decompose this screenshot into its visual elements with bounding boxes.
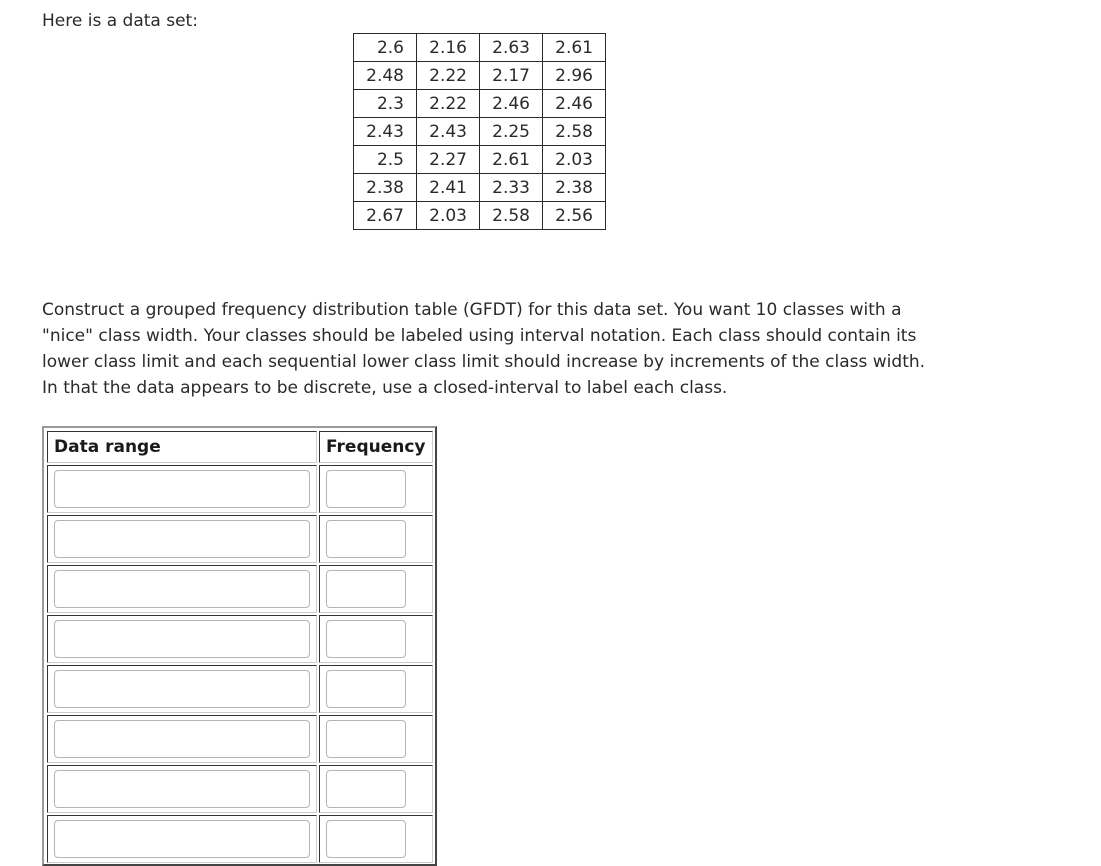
data-set-cell: 2.48: [354, 62, 417, 90]
data-range-cell: [47, 815, 317, 863]
data-set-cell: 2.33: [480, 174, 543, 202]
data-set-cell: 2.46: [480, 90, 543, 118]
frequency-input[interactable]: [326, 820, 406, 858]
frequency-cell: [319, 815, 433, 863]
data-set-row: [354, 90, 606, 118]
data-set-cell: 2.96: [543, 62, 606, 90]
data-set-cell: 2.6: [354, 34, 417, 62]
frequency-cell: [319, 665, 433, 713]
data-range-cell: [47, 565, 317, 613]
data-set-cell: 2.38: [354, 174, 417, 202]
data-range-input[interactable]: [54, 620, 310, 658]
data-set-cell: 2.38: [543, 174, 606, 202]
frequency-input[interactable]: [326, 620, 406, 658]
frequency-input[interactable]: [326, 720, 406, 758]
data-set-cell: 2.5: [354, 146, 417, 174]
data-range-cell: [47, 515, 317, 563]
gfdt-row: [47, 565, 433, 613]
frequency-cell: [319, 765, 433, 813]
frequency-cell: [319, 465, 433, 513]
data-set-cell: 2.27: [417, 146, 480, 174]
data-set-cell: 2.03: [543, 146, 606, 174]
data-range-input[interactable]: [54, 520, 310, 558]
data-set-cell: 2.58: [480, 202, 543, 230]
data-set-cell: 2.3: [354, 90, 417, 118]
frequency-input[interactable]: [326, 470, 406, 508]
data-set-cell: 2.16: [417, 34, 480, 62]
frequency-cell: [319, 615, 433, 663]
data-set-cell: 2.17: [480, 62, 543, 90]
data-range-input[interactable]: [54, 720, 310, 758]
instructions-text: Construct a grouped frequency distribution table (GFDT) for this data set. You want 10 classes with a "nice" class width. Your classes should be labeled using interval notation. Each class should contain its lower class limit and each sequential lower class limit should increase by increments of the class width. In that the data appears to be discrete, use a closed-interval to label each class.: [42, 300, 926, 398]
data-set-row: [354, 118, 606, 146]
data-range-cell: [47, 715, 317, 763]
gfdt-row: [47, 615, 433, 663]
data-set-cell: 2.56: [543, 202, 606, 230]
frequency-cell: [319, 515, 433, 563]
frequency-input[interactable]: [326, 770, 406, 808]
frequency-input[interactable]: [326, 670, 406, 708]
data-range-cell: [47, 665, 317, 713]
frequency-input[interactable]: [326, 570, 406, 608]
data-set-cell: 2.43: [354, 118, 417, 146]
data-set-cell: 2.63: [480, 34, 543, 62]
data-set-cell: 2.46: [543, 90, 606, 118]
data-set-row: [354, 34, 606, 62]
gfdt-row: [47, 715, 433, 763]
data-set-cell: 2.22: [417, 90, 480, 118]
data-set-row: [354, 146, 606, 174]
data-set-cell: 2.43: [417, 118, 480, 146]
gfdt-header-row: [47, 431, 433, 463]
data-range-cell: [47, 765, 317, 813]
data-set-cell: 2.61: [543, 34, 606, 62]
data-set-row: [354, 174, 606, 202]
data-set-cell: 2.22: [417, 62, 480, 90]
data-set-cell: 2.58: [543, 118, 606, 146]
frequency-header: Frequency: [319, 431, 433, 463]
data-range-header: Data range: [47, 431, 317, 463]
gfdt-table-container: [42, 426, 437, 866]
frequency-input[interactable]: [326, 520, 406, 558]
gfdt-row: [47, 765, 433, 813]
data-set-cell: 2.03: [417, 202, 480, 230]
gfdt-row: [47, 815, 433, 863]
gfdt-row: [47, 665, 433, 713]
frequency-cell: [319, 715, 433, 763]
intro-text: Here is a data set:: [42, 11, 198, 31]
data-range-input[interactable]: [54, 470, 310, 508]
data-set-row: [354, 202, 606, 230]
data-set-cell: 2.41: [417, 174, 480, 202]
gfdt-row: [47, 515, 433, 563]
data-set-cell: 2.61: [480, 146, 543, 174]
gfdt-row: [47, 465, 433, 513]
data-range-input[interactable]: [54, 770, 310, 808]
data-range-cell: [47, 615, 317, 663]
data-set-row: [354, 62, 606, 90]
data-set-table: [353, 33, 606, 230]
gfdt-table: [45, 429, 435, 865]
data-range-input[interactable]: [54, 820, 310, 858]
frequency-cell: [319, 565, 433, 613]
data-set-cell: 2.67: [354, 202, 417, 230]
data-range-input[interactable]: [54, 670, 310, 708]
data-range-input[interactable]: [54, 570, 310, 608]
data-set-cell: 2.25: [480, 118, 543, 146]
data-range-cell: [47, 465, 317, 513]
